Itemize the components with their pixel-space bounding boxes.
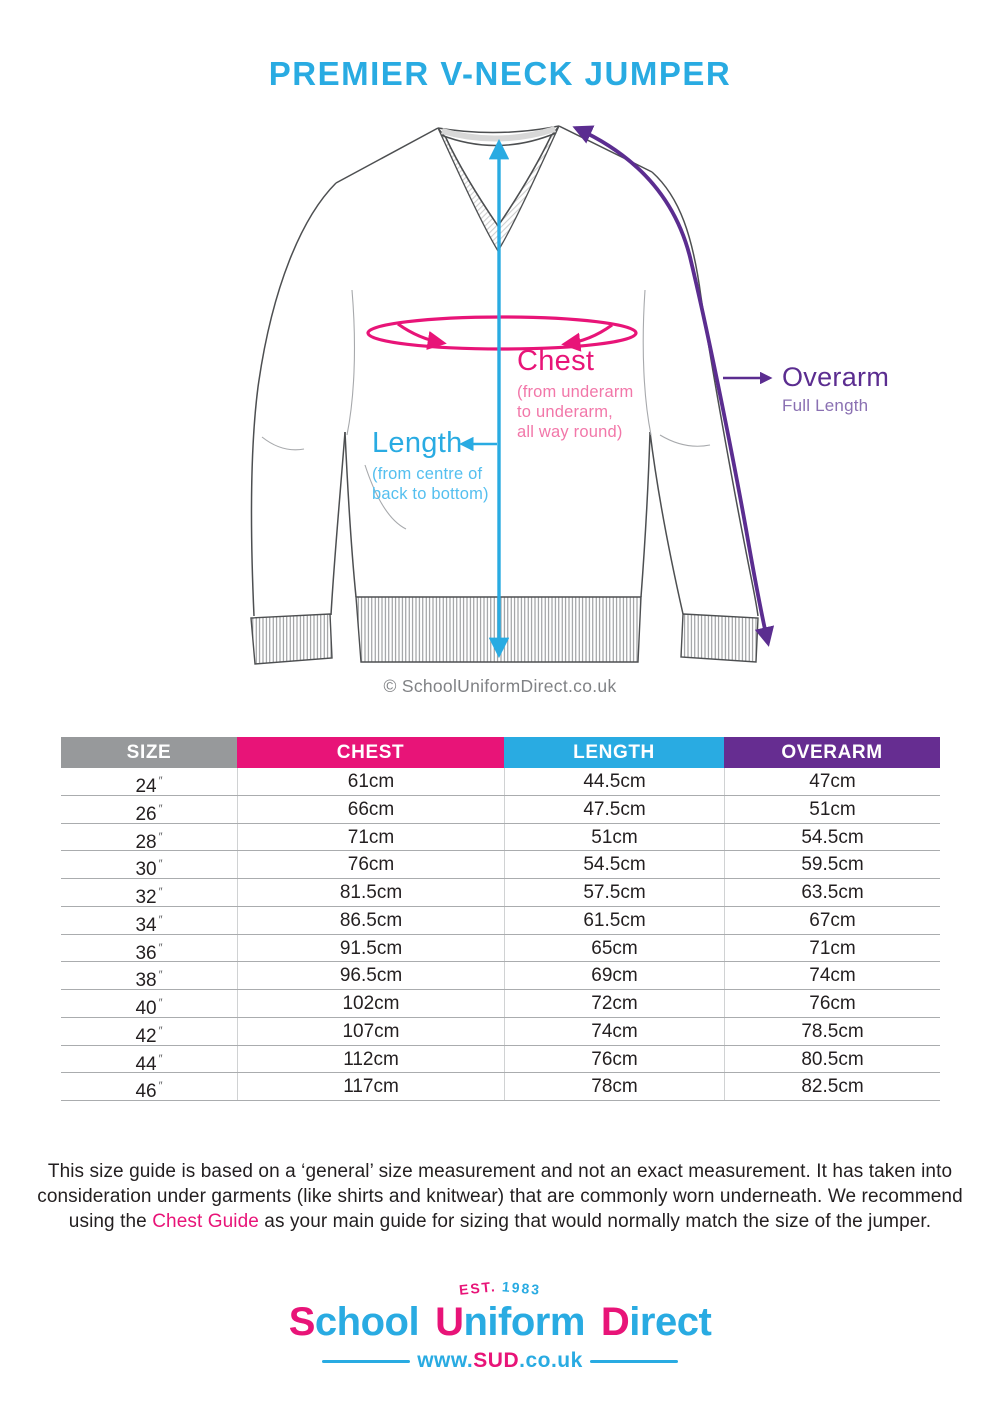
table-row bbox=[61, 990, 940, 1018]
size-value: 32 bbox=[135, 887, 157, 908]
size-value: 42 bbox=[135, 1025, 157, 1047]
cell-length: 57.5cm bbox=[504, 879, 724, 906]
size-value: 44 bbox=[135, 1053, 157, 1075]
inch-mark: ″ bbox=[158, 1024, 163, 1037]
header-cell-overarm: OVERARM bbox=[724, 737, 940, 768]
length-sublabel: (from centre of bbox=[372, 465, 483, 483]
table-row bbox=[61, 935, 940, 963]
cell-chest: 76cm bbox=[237, 851, 504, 878]
cell-chest: 107cm bbox=[237, 1018, 504, 1045]
cell-overarm: 47cm bbox=[724, 768, 940, 795]
table-body bbox=[61, 768, 940, 1101]
length-label-group bbox=[372, 427, 489, 504]
rule-right bbox=[590, 1360, 678, 1363]
overarm-label-group bbox=[782, 362, 889, 416]
cell-length: 65cm bbox=[504, 935, 724, 962]
inch-mark: ″ bbox=[158, 997, 163, 1009]
size-value: 40 bbox=[135, 998, 157, 1019]
inch-mark: ″ bbox=[158, 1052, 163, 1065]
table-row bbox=[61, 907, 940, 935]
chest-label-group bbox=[517, 345, 634, 442]
cell-chest: 117cm bbox=[237, 1073, 504, 1100]
size-value: 26 bbox=[135, 803, 157, 825]
chest-label: Chest bbox=[517, 345, 595, 377]
cell-overarm: 76cm bbox=[724, 990, 940, 1017]
cell-size bbox=[61, 907, 237, 934]
inch-mark: ″ bbox=[158, 886, 163, 898]
header-cell-size: SIZE bbox=[61, 737, 237, 768]
cell-length: 78cm bbox=[504, 1073, 724, 1100]
cell-size bbox=[61, 851, 237, 881]
cell-length: 69cm bbox=[504, 962, 724, 989]
rule-left bbox=[322, 1360, 410, 1363]
cell-overarm: 74cm bbox=[724, 962, 940, 989]
size-table bbox=[61, 737, 940, 1101]
cell-overarm: 54.5cm bbox=[724, 824, 940, 851]
table-row bbox=[61, 851, 940, 879]
header-cell-length: LENGTH bbox=[504, 737, 724, 768]
size-value: 46 bbox=[135, 1081, 157, 1103]
size-value: 38 bbox=[135, 970, 157, 992]
table-row bbox=[61, 879, 940, 907]
inch-mark: ″ bbox=[158, 1080, 163, 1093]
cell-overarm: 71cm bbox=[724, 935, 940, 962]
cell-chest: 81.5cm bbox=[237, 879, 504, 906]
table-row bbox=[61, 962, 940, 990]
copyright-note: © SchoolUniformDirect.co.uk bbox=[383, 676, 617, 696]
jumper-diagram bbox=[0, 105, 1000, 705]
cell-length: 61.5cm bbox=[504, 907, 724, 934]
inch-mark: ″ bbox=[158, 858, 163, 871]
size-value: 30 bbox=[135, 859, 157, 881]
cell-size bbox=[61, 935, 237, 962]
cell-length: 74cm bbox=[504, 1018, 724, 1045]
disclaimer bbox=[0, 1160, 1000, 1234]
chest-guide-highlight: Chest Guide bbox=[152, 1210, 259, 1232]
table-row bbox=[61, 1073, 940, 1101]
cell-length: 51cm bbox=[504, 824, 724, 851]
cell-chest: 96.5cm bbox=[237, 962, 504, 989]
chest-sublabel: (from underarm bbox=[517, 383, 634, 401]
chest-sublabel: to underarm, bbox=[517, 403, 613, 421]
table-row bbox=[61, 824, 940, 852]
brand-logo bbox=[0, 1280, 1000, 1373]
header-cell-chest: CHEST bbox=[237, 737, 504, 768]
cell-length: 44.5cm bbox=[504, 768, 724, 795]
cell-overarm: 59.5cm bbox=[724, 851, 940, 878]
table-header-row bbox=[61, 737, 940, 768]
table-row bbox=[61, 1046, 940, 1074]
length-label: Length bbox=[372, 427, 463, 459]
inch-mark: ″ bbox=[158, 969, 163, 982]
length-sublabel: back to bottom) bbox=[372, 485, 489, 503]
cell-overarm: 82.5cm bbox=[724, 1073, 940, 1100]
cell-size bbox=[61, 990, 237, 1017]
overarm-label: Overarm bbox=[782, 362, 890, 392]
size-value: 36 bbox=[135, 942, 157, 964]
cell-overarm: 67cm bbox=[724, 907, 940, 934]
cell-overarm: 80.5cm bbox=[724, 1046, 940, 1073]
cell-chest: 66cm bbox=[237, 796, 504, 823]
inch-mark: ″ bbox=[158, 913, 163, 926]
est-1983-tagline: EST. 1983 bbox=[457, 1278, 542, 1298]
cell-chest: 102cm bbox=[237, 990, 504, 1017]
cell-size bbox=[61, 796, 237, 823]
cell-overarm: 63.5cm bbox=[724, 879, 940, 906]
cell-chest: 61cm bbox=[237, 768, 504, 795]
cell-overarm: 78.5cm bbox=[724, 1018, 940, 1045]
inch-mark: ″ bbox=[158, 775, 163, 787]
size-value: 28 bbox=[135, 831, 157, 853]
disclaimer-line: consideration under garments (like shirts and knitwear) that are commonly worn underneath. We recommend bbox=[37, 1185, 963, 1207]
cell-size bbox=[61, 768, 237, 795]
cell-size bbox=[61, 1018, 237, 1045]
cell-chest: 86.5cm bbox=[237, 907, 504, 934]
cell-chest: 112cm bbox=[237, 1046, 504, 1073]
cell-overarm: 51cm bbox=[724, 796, 940, 823]
table-row bbox=[61, 796, 940, 824]
brand-url: www.SUD.co.uk bbox=[0, 1349, 1000, 1373]
inch-mark: ″ bbox=[158, 830, 163, 843]
disclaimer-line: This size guide is based on a ‘general’ size measurement and not an exact measurement. It has taken into bbox=[47, 1161, 953, 1182]
size-value: 24 bbox=[135, 776, 157, 797]
inch-mark: ″ bbox=[158, 941, 163, 954]
cell-length: 76cm bbox=[504, 1046, 724, 1073]
size-value: 34 bbox=[135, 914, 157, 936]
inch-mark: ″ bbox=[158, 802, 163, 815]
cell-chest: 71cm bbox=[237, 824, 504, 851]
table-row bbox=[61, 768, 940, 796]
page-title: PREMIER V-NECK JUMPER bbox=[268, 55, 732, 92]
cell-size bbox=[61, 1046, 237, 1073]
overarm-sublabel: Full Length bbox=[782, 396, 869, 415]
cell-chest: 91.5cm bbox=[237, 935, 504, 962]
cell-size bbox=[61, 962, 237, 992]
brand-name: School Uniform Direct bbox=[288, 1300, 712, 1344]
cell-length: 47.5cm bbox=[504, 796, 724, 823]
disclaimer-line: using the Chest Guide as your main guide for sizing that would normally match the size of the jumper. bbox=[68, 1210, 932, 1232]
cell-length: 54.5cm bbox=[504, 851, 724, 878]
cell-size bbox=[61, 1073, 237, 1103]
chest-sublabel: all way round) bbox=[517, 423, 623, 441]
cell-size bbox=[61, 824, 237, 851]
cell-length: 72cm bbox=[504, 990, 724, 1017]
cell-size bbox=[61, 879, 237, 906]
table-row bbox=[61, 1018, 940, 1046]
